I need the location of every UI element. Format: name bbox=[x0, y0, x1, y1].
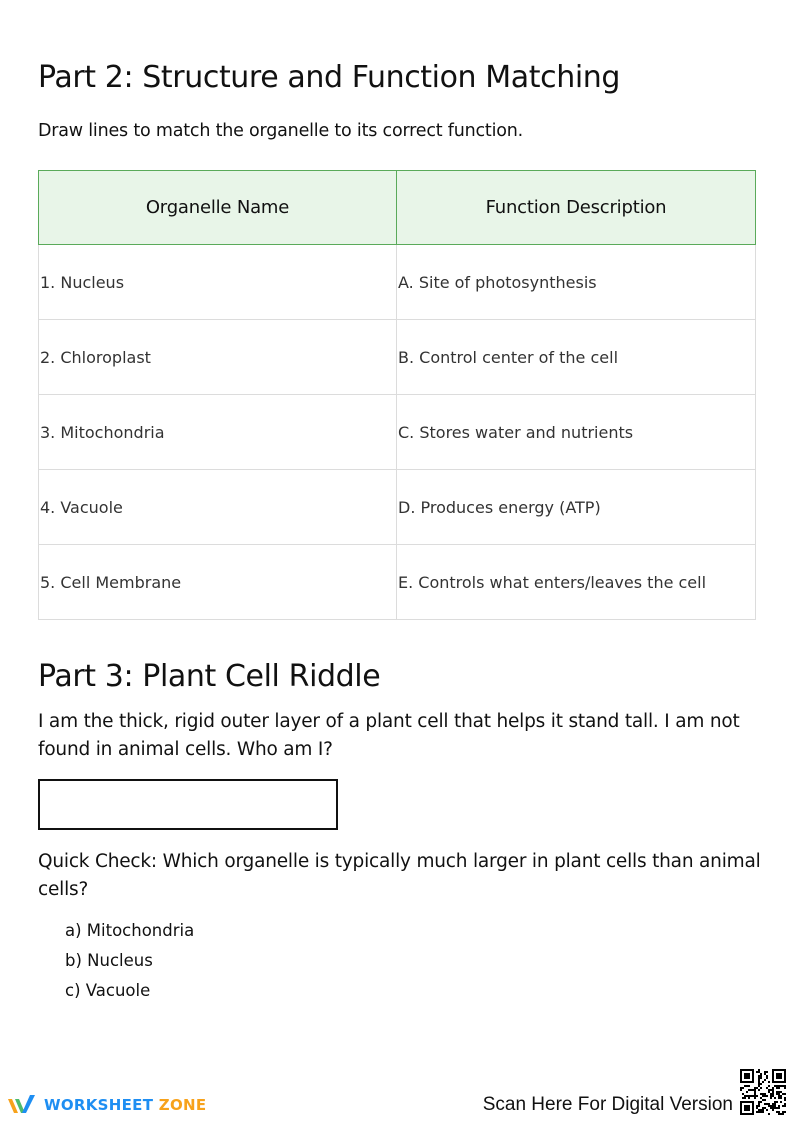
function-cell: D. Produces energy (ATP) bbox=[397, 470, 756, 545]
logo-wordmark bbox=[44, 1096, 206, 1114]
matching-table bbox=[38, 170, 756, 620]
organelle-cell: 3. Mitochondria bbox=[39, 395, 397, 470]
scan-instruction: Scan Here For Digital Version bbox=[482, 1094, 733, 1115]
organelle-cell: 2. Chloroplast bbox=[39, 320, 397, 395]
part2-title: Part 2: Structure and Function Matching bbox=[38, 60, 621, 95]
logo-word-worksheet: WORKSHEET bbox=[44, 1096, 154, 1114]
table-row bbox=[39, 245, 756, 320]
worksheet-zone-logo bbox=[6, 1092, 206, 1118]
function-cell: C. Stores water and nutrients bbox=[397, 395, 756, 470]
option-item[interactable]: b) Nucleus bbox=[65, 951, 153, 970]
riddle-text: I am the thick, rigid outer layer of a plant cell that helps it stand tall. I am not found in animal cells. Who am I? bbox=[38, 711, 740, 760]
organelle-cell: 1. Nucleus bbox=[39, 245, 397, 320]
qr-code-icon[interactable] bbox=[740, 1069, 786, 1115]
logo-word-zone: ZONE bbox=[158, 1096, 207, 1114]
header-organelle-name: Organelle Name bbox=[39, 171, 397, 245]
part2-instruction: Draw lines to match the organelle to its correct function. bbox=[38, 121, 524, 141]
option-item[interactable]: c) Vacuole bbox=[65, 981, 151, 1000]
quick-check-options bbox=[65, 918, 194, 1008]
organelle-cell: 5. Cell Membrane bbox=[39, 545, 397, 620]
part3-title: Part 3: Plant Cell Riddle bbox=[38, 659, 381, 694]
table-row bbox=[39, 545, 756, 620]
table-row bbox=[39, 470, 756, 545]
function-cell: E. Controls what enters/leaves the cell bbox=[397, 545, 756, 620]
worksheet-zone-logo-icon bbox=[6, 1093, 40, 1117]
function-cell: A. Site of photosynthesis bbox=[397, 245, 756, 320]
function-cell: B. Control center of the cell bbox=[397, 320, 756, 395]
table-header-row bbox=[39, 171, 756, 245]
header-function-description: Function Description bbox=[397, 171, 756, 245]
table-row bbox=[39, 320, 756, 395]
organelle-cell: 4. Vacuole bbox=[39, 470, 397, 545]
riddle-answer-box[interactable] bbox=[38, 779, 338, 830]
table-row bbox=[39, 395, 756, 470]
quick-check-question: Quick Check: Which organelle is typically much larger in plant cells than animal cells? bbox=[38, 851, 761, 900]
option-item[interactable]: a) Mitochondria bbox=[65, 921, 195, 940]
